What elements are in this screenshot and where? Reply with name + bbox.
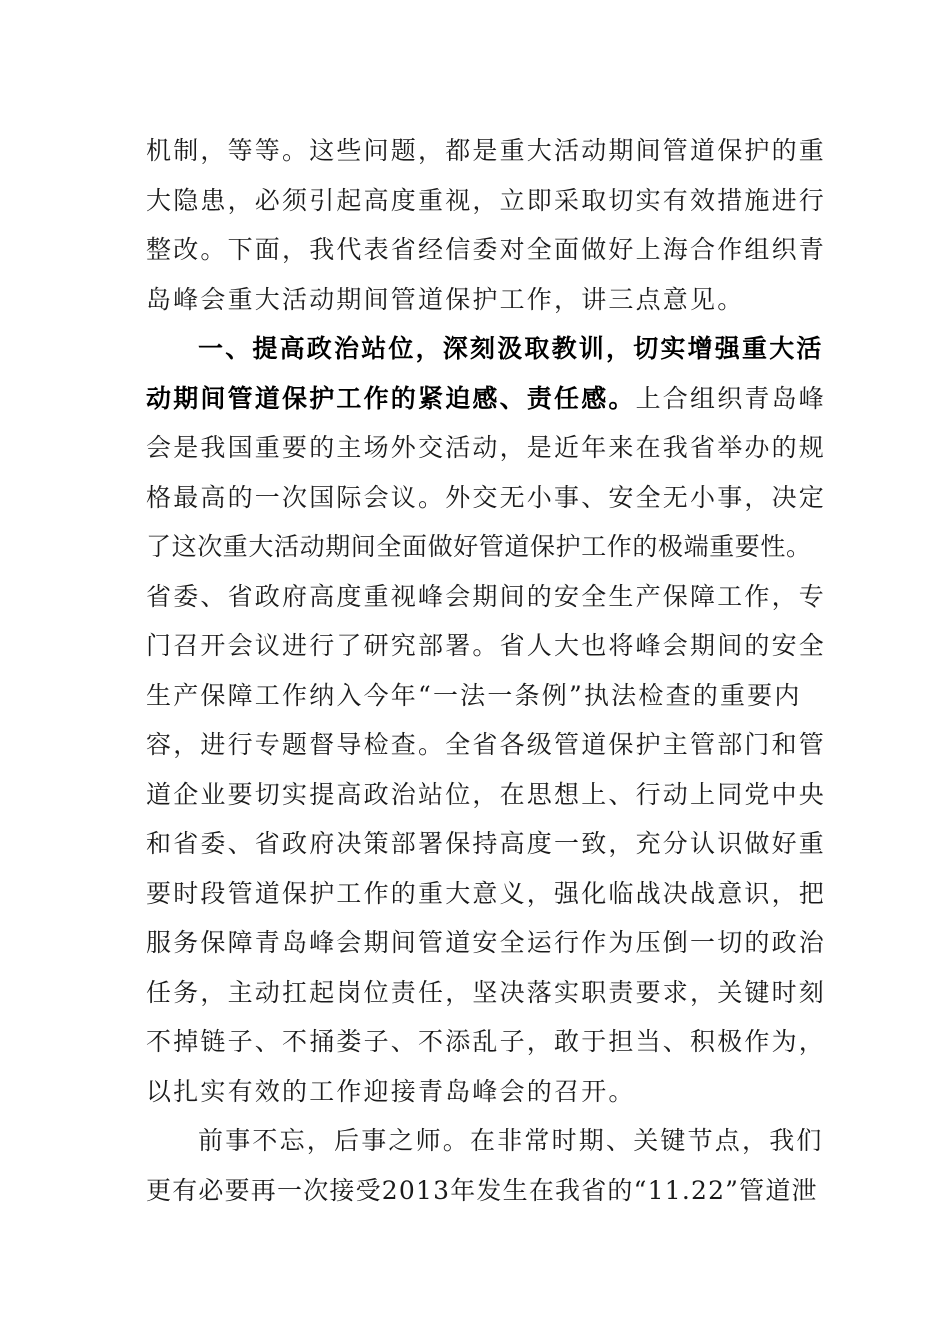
text-line: 前事不忘，后事之师。在非常时期、关键节点，我们 [198,1126,824,1155]
text-line: 不掉链子、不捅娄子、不添乱子，敢于担当、积极作为， [146,1027,827,1056]
text-line: 容，进行专题督导检查。全省各级管道保护主管部门和管 [146,730,827,759]
text-line: 任务，主动扛起岗位责任，坚决落实职责要求，关键时刻 [146,977,827,1007]
text-line: 以扎实有效的工作迎接青岛峰会的召开。 [146,1076,636,1106]
text-line: 和省委、省政府决策部署保持高度一致，充分认识做好重 [146,829,827,858]
text-line: 门召开会议进行了研究部署。省人大也将峰会期间的安全 [146,631,827,660]
text-line: 格最高的一次国际会议。外交无小事、安全无小事，决定 [146,482,827,512]
section-heading-line [146,324,824,374]
text-line: 岛峰会重大活动期间管道保护工作，讲三点意见。 [146,284,745,314]
text-line: 服务保障青岛峰会期间管道安全运行作为压倒一切的政治 [146,928,827,957]
document-body [146,126,827,1215]
section-heading-part-1: 一、提高政治站位，深刻汲取教训，切实增强重大活 [198,334,824,363]
text-line: 了这次重大活动期间全面做好管道保护工作的极端重要性。 [146,532,812,561]
text-line: 生产保障工作纳入今年“一法一条例”执法检查的重要内 [146,680,802,710]
text-line: 会是我国重要的主场外交活动，是近年来在我省举办的规 [146,433,827,462]
text-line: 大隐患，必须引起高度重视，立即采取切实有效措施进行 [146,185,827,215]
text-line: 整改。下面，我代表省经信委对全面做好上海合作组织青 [146,235,827,264]
paragraph-3 [146,1116,824,1215]
paragraph-1 [146,126,827,324]
text-line: 省委、省政府高度重视峰会期间的安全生产保障工作，专 [146,581,827,611]
text-line: 要时段管道保护工作的重大意义，强化临战决战意识，把 [146,878,827,908]
text-line: 道企业要切实提高政治站位，在思想上、行动上同党中央 [146,779,827,809]
paragraph-2 [146,324,827,1116]
section-heading-part-2: 动期间管道保护工作的紧迫感、责任感。 [146,383,636,413]
text-line: 更有必要再一次接受2013年发生在我省的“11.22”管道泄 [146,1175,818,1205]
text-run: 上合组织青岛峰 [635,383,827,413]
text-line: 机制，等等。这些问题，都是重大活动期间管道保护的重 [146,136,827,165]
text-line [146,374,827,424]
